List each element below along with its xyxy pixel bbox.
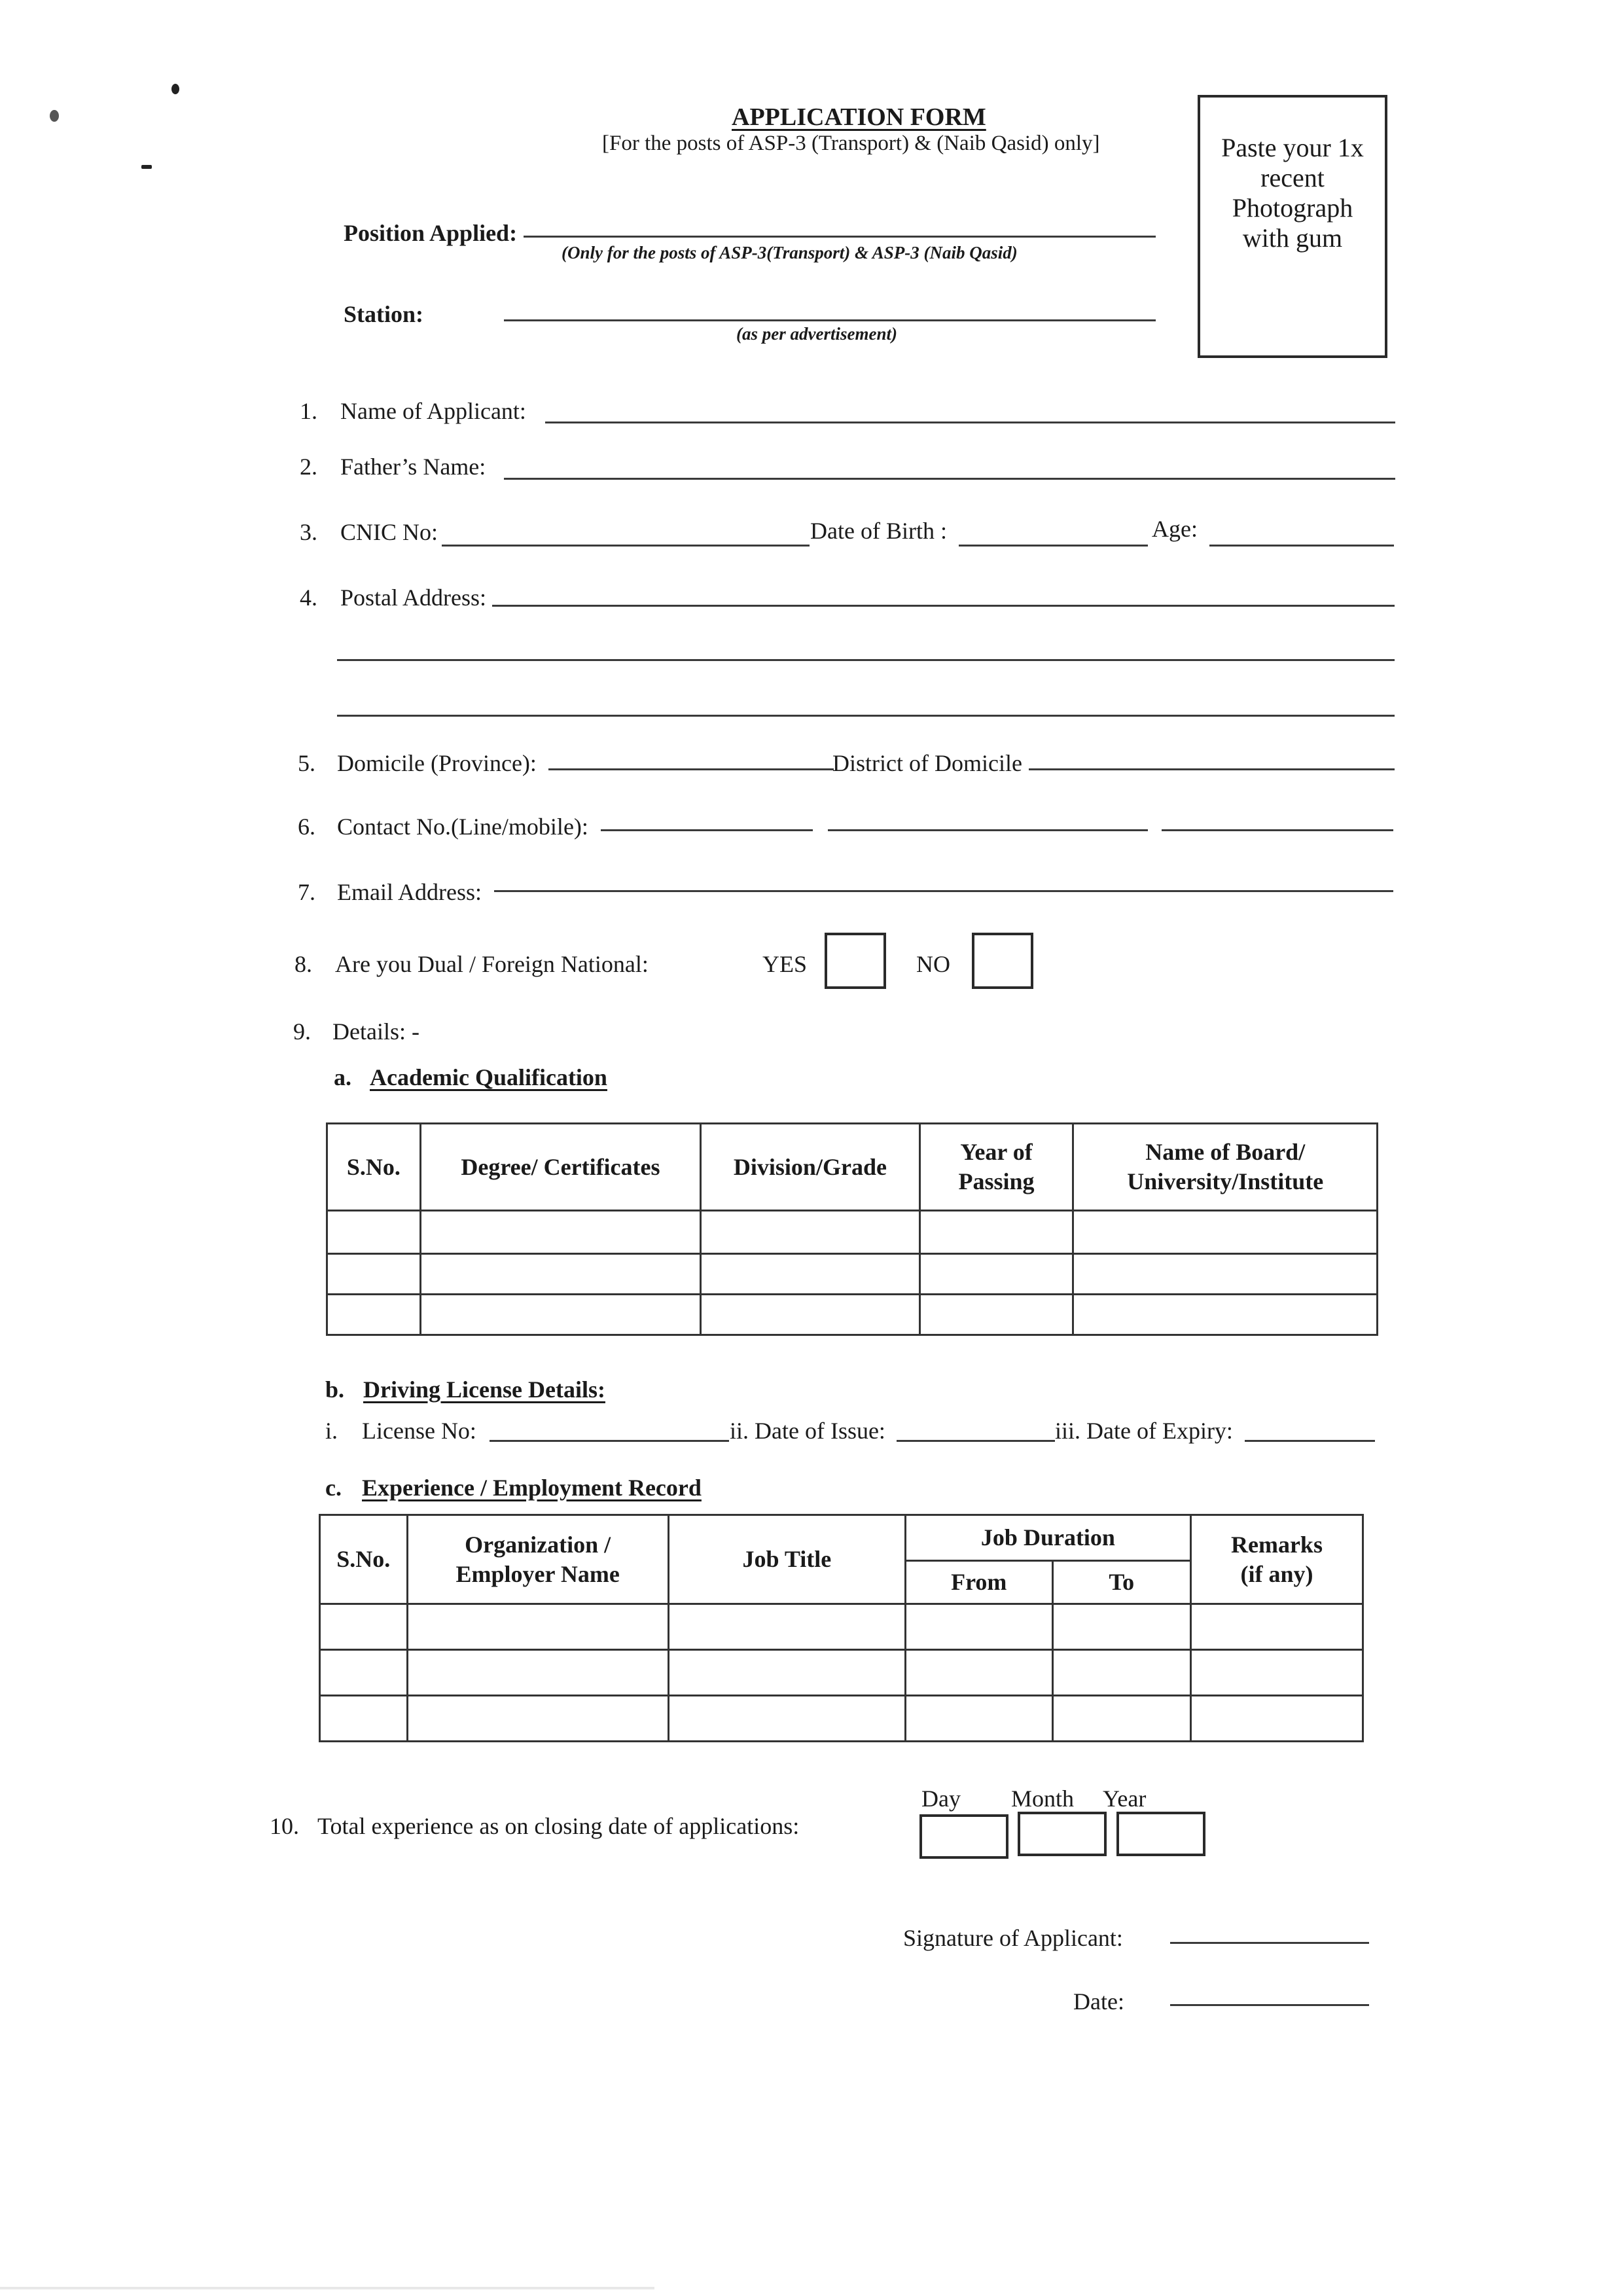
contact-no-label: Contact No.(Line/mobile): [337, 814, 588, 840]
date-of-birth-label: Date of Birth : [810, 518, 947, 544]
field-number: 2. [300, 454, 317, 480]
fathers-name-input[interactable] [504, 450, 1395, 480]
table-cell[interactable] [1190, 1604, 1363, 1650]
table-cell[interactable] [320, 1650, 408, 1696]
contact-no-input-3[interactable] [1162, 802, 1393, 831]
experience-heading: Experience / Employment Record [362, 1475, 702, 1501]
table-cell[interactable] [905, 1696, 1052, 1742]
no-checkbox[interactable] [972, 933, 1033, 989]
license-no-label: License No: [362, 1418, 476, 1444]
postal-address-line-2[interactable] [337, 632, 1395, 661]
scan-speck [171, 84, 179, 94]
field-number: 6. [298, 814, 315, 840]
table-cell[interactable] [919, 1295, 1073, 1335]
signature-label: Signature of Applicant: [903, 1925, 1123, 1951]
item-marker: i. [325, 1418, 338, 1444]
domicile-province-input[interactable] [548, 741, 834, 770]
station-input[interactable] [504, 292, 1156, 321]
column-header: Job Title [668, 1515, 905, 1604]
yes-checkbox[interactable] [825, 933, 886, 989]
column-header: From [905, 1561, 1052, 1604]
postal-address-line-1[interactable] [492, 577, 1395, 607]
academic-qualification-table [326, 1122, 1378, 1336]
table-cell[interactable] [701, 1211, 919, 1254]
table-row [320, 1650, 1363, 1696]
column-header: Job Duration [905, 1515, 1190, 1561]
column-header: S.No. [320, 1515, 408, 1604]
scan-speck [141, 165, 152, 169]
license-no-input[interactable] [490, 1412, 729, 1442]
date-label: Date: [1073, 1988, 1124, 2015]
contact-no-input-2[interactable] [828, 802, 1148, 831]
cnic-label: CNIC No: [340, 519, 438, 545]
table-cell[interactable] [668, 1650, 905, 1696]
total-experience-label: Total experience as on closing date of applications: [317, 1813, 800, 1839]
station-label: Station: [344, 301, 424, 327]
fathers-name-label: Father’s Name: [340, 454, 486, 480]
field-number: 1. [300, 398, 317, 424]
details-label: Details: - [332, 1018, 419, 1045]
table-row [320, 1604, 1363, 1650]
column-header: Organization / Employer Name [407, 1515, 668, 1604]
table-cell[interactable] [420, 1295, 701, 1335]
postal-address-label: Postal Address: [340, 584, 487, 611]
column-header: Degree/ Certificates [420, 1124, 701, 1211]
dual-national-label: Are you Dual / Foreign National: [335, 951, 649, 977]
table-cell[interactable] [668, 1604, 905, 1650]
table-cell[interactable] [919, 1211, 1073, 1254]
table-cell[interactable] [1052, 1604, 1190, 1650]
table-cell[interactable] [1052, 1696, 1190, 1742]
photo-box[interactable] [1198, 95, 1387, 358]
experience-table [319, 1514, 1364, 1742]
table-cell[interactable] [420, 1211, 701, 1254]
postal-address-line-3[interactable] [337, 687, 1395, 717]
table-row [327, 1211, 1378, 1254]
form-title: APPLICATION FORM [732, 103, 986, 131]
age-input[interactable] [1209, 517, 1394, 547]
date-of-birth-input[interactable] [959, 517, 1148, 547]
table-cell[interactable] [701, 1295, 919, 1335]
date-of-issue-input[interactable] [897, 1412, 1055, 1442]
position-applied-input[interactable] [524, 208, 1156, 238]
date-input[interactable] [1170, 1977, 1369, 2006]
table-row [327, 1295, 1378, 1335]
field-number: 9. [293, 1018, 311, 1045]
table-cell[interactable] [919, 1254, 1073, 1295]
email-address-label: Email Address: [337, 879, 482, 905]
scan-speck [50, 110, 59, 122]
name-of-applicant-label: Name of Applicant: [340, 398, 526, 424]
name-of-applicant-input[interactable] [545, 394, 1395, 423]
column-header: To [1052, 1561, 1190, 1604]
table-cell[interactable] [327, 1295, 421, 1335]
table-header-row [327, 1124, 1378, 1211]
table-cell[interactable] [1052, 1650, 1190, 1696]
month-label: Month [1011, 1785, 1075, 1812]
field-number: 8. [294, 951, 312, 977]
contact-no-input-1[interactable] [601, 802, 813, 831]
section-marker: c. [325, 1475, 342, 1501]
column-header: Name of Board/ University/Institute [1073, 1124, 1378, 1211]
table-cell[interactable] [320, 1604, 408, 1650]
field-number: 3. [300, 519, 317, 545]
age-label: Age: [1152, 516, 1198, 542]
table-cell[interactable] [320, 1696, 408, 1742]
column-header: Division/Grade [701, 1124, 919, 1211]
table-cell[interactable] [905, 1604, 1052, 1650]
table-cell[interactable] [407, 1650, 668, 1696]
form-subtitle: [For the posts of ASP-3 (Transport) & (Naib Qasid) only] [602, 132, 1100, 155]
email-address-input[interactable] [494, 863, 1393, 892]
column-header: Remarks (if any) [1190, 1515, 1363, 1604]
district-of-domicile-input[interactable] [1029, 741, 1395, 770]
section-marker: a. [334, 1064, 351, 1090]
table-cell[interactable] [407, 1604, 668, 1650]
signature-input[interactable] [1170, 1914, 1369, 1944]
field-number: 5. [298, 750, 315, 776]
column-header: S.No. [327, 1124, 421, 1211]
year-label: Year [1103, 1785, 1147, 1812]
position-applied-note: (Only for the posts of ASP-3(Transport) & ASP-3 (Naib Qasid) [562, 243, 1018, 262]
driving-license-heading: Driving License Details: [363, 1376, 605, 1403]
table-cell[interactable] [420, 1254, 701, 1295]
experience-month-box[interactable] [1018, 1812, 1107, 1856]
table-header-row [320, 1515, 1363, 1561]
experience-day-box[interactable] [919, 1814, 1008, 1859]
table-cell[interactable] [327, 1211, 421, 1254]
academic-qualification-heading: Academic Qualification [370, 1064, 607, 1090]
table-cell[interactable] [1190, 1696, 1363, 1742]
table-cell[interactable] [1073, 1295, 1378, 1335]
date-of-issue-label: ii. Date of Issue: [730, 1418, 885, 1444]
table-cell[interactable] [1190, 1650, 1363, 1696]
table-cell[interactable] [701, 1254, 919, 1295]
no-label: NO [916, 951, 950, 977]
district-of-domicile-label: District of Domicile [832, 750, 1022, 776]
column-header: Year of Passing [919, 1124, 1073, 1211]
experience-year-box[interactable] [1116, 1812, 1205, 1856]
day-label: Day [921, 1785, 961, 1812]
yes-label: YES [762, 951, 808, 977]
table-cell[interactable] [1073, 1211, 1378, 1254]
position-applied-label: Position Applied: [344, 220, 518, 246]
table-row [320, 1696, 1363, 1742]
table-cell[interactable] [905, 1650, 1052, 1696]
section-marker: b. [325, 1376, 345, 1403]
photo-instructions: Paste your 1x recent Photograph with gum [1221, 133, 1364, 253]
date-of-expiry-input[interactable] [1245, 1412, 1375, 1442]
table-cell[interactable] [327, 1254, 421, 1295]
table-row [327, 1254, 1378, 1295]
table-cell[interactable] [407, 1696, 668, 1742]
field-number: 7. [298, 879, 315, 905]
scan-edge-line [0, 2287, 654, 2289]
date-of-expiry-label: iii. Date of Expiry: [1055, 1418, 1233, 1444]
domicile-province-label: Domicile (Province): [337, 750, 537, 776]
field-number: 10. [270, 1813, 299, 1839]
table-cell[interactable] [1073, 1254, 1378, 1295]
station-note: (as per advertisement) [736, 324, 897, 344]
cnic-input[interactable] [442, 517, 810, 547]
field-number: 4. [300, 584, 317, 611]
table-cell[interactable] [668, 1696, 905, 1742]
